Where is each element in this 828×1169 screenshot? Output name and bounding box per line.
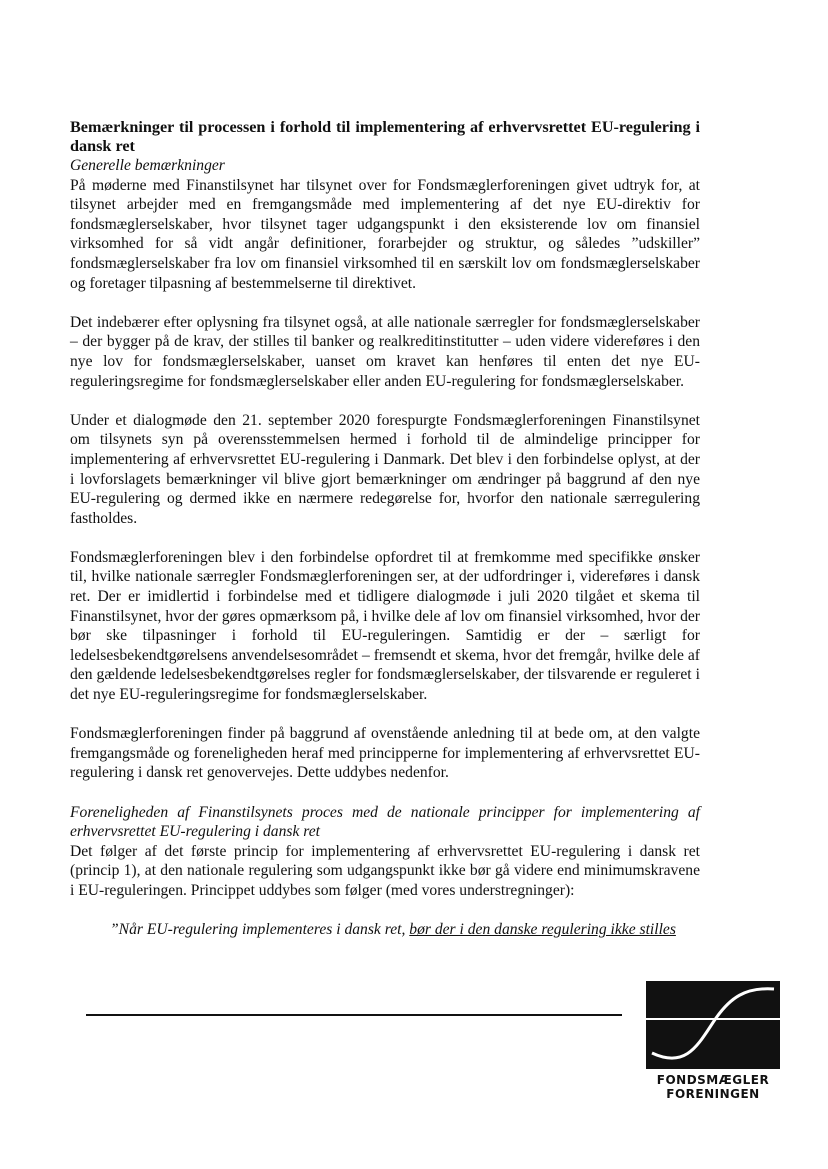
section-heading-compatibility: Foreneligheden af Finanstilsynets proces med de nationale principper for implementering af erhvervsrettet EU-regulering i dansk ret bbox=[70, 803, 700, 841]
quote bbox=[110, 920, 700, 940]
document-body bbox=[70, 118, 700, 940]
paragraph: Fondsmæglerforeningen blev i den forbindelse opfordret til at fremkomme med specifikke ønsker til, hvilke nationale særregler Fondsmæglerforeningen ser, at der udfordringer i, videreføres i dansk ret. Der er imidlertid i forbindelse med et tidligere dialogmøde i juli 2020 tilgået et skema til Finanstilsynet, hvor der gøres opmærksom på, i hvilke dele af lov om finansiel virksomhed, hvor der bør ske tilpasninger i forhold til EU-reguleringen. Samtidig er der – særligt for ledelsesbekendtgørelsens anvendelsesområdet – fremsendt et skema, hvor det fremgår, hvilke dele af den gældende ledelsesbekendtgørelses regler for fondsmæglerselskaber, der tilsvarende er reguleret i det nye EU-reguleringsregime for fondsmæglerselskaber. bbox=[70, 548, 700, 704]
logo-swoosh-icon bbox=[646, 981, 780, 1069]
quote-text: ”Når EU-regulering implementeres i dansk ret, bbox=[110, 921, 410, 939]
quote-underlined-text: bør der i den danske regulering ikke stilles bbox=[409, 921, 676, 939]
paragraph: Under et dialogmøde den 21. september 2020 forespurgte Fondsmæglerforeningen Finanstilsynet om tilsynets syn på overensstemmelsen hermed i forhold til de almindelige principper for implementering af erhvervsrettet EU-regulering i Danmark. Det blev i den forbindelse oplyst, at der i lovforslagets bemærkninger vil blive gjort bemærkninger om ændringer på baggrund af den nye EU-regulering og dermed ikke en nærmere redegørelse for, hvorfor den nationale særregulering fastholdes. bbox=[70, 411, 700, 527]
paragraph: Fondsmæglerforeningen finder på baggrund af ovenstående anledning til at bede om, at den valgte fremgangsmåde og foreneligheden heraf med principperne for implementering af erhvervsrettet EU-regulering i dansk ret genovervejes. Dette uddybes nedenfor. bbox=[70, 725, 700, 782]
document-title: Bemærkninger til processen i forhold til implementering af erhvervsrettet EU-regulering i dansk ret bbox=[70, 118, 700, 155]
fondsmaegler-logo bbox=[646, 981, 780, 1101]
footer-divider bbox=[86, 1014, 622, 1016]
logo-text-line2: FORENINGEN bbox=[666, 1087, 760, 1101]
paragraph: Det indebærer efter oplysning fra tilsynet også, at alle nationale særregler for fondsmæglerselskaber – der bygger på de krav, der stilles til banker og realkreditinstitutter – uden videre videreføres i den nye lov for fondsmæglerselskaber, uanset om kravet kan henføres til enten det nye EU-reguleringsregime for fondsmæglerselskaber eller anden EU-regulering for fondsmæglerselskaber. bbox=[70, 313, 700, 390]
paragraph: På møderne med Finanstilsynet har tilsynet over for Fondsmæglerforeningen givet udtryk for, at tilsynet arbejder med en fremgangsmåde med implementering af det nye EU-direktiv for fondsmæglerselskaber, hvor tilsynet tager udgangspunkt i den eksisterende lov om finansiel virksomhed for så vidt angår definitioner, forarbejder og struktur, og således ”udskiller” fondsmæglerselskaber fra lov om finansiel virksomhed til en særskilt lov om fondsmæglerselskaber og foretager tilpasning af bestemmelserne til direktivet. bbox=[70, 176, 700, 292]
section-heading-general: Generelle bemærkninger bbox=[70, 157, 225, 174]
paragraph: Det følger af det første princip for implementering af erhvervsrettet EU-regulering i dansk ret (princip 1), at den nationale regulering som udgangspunkt ikke bør gå videre end minimumskravene i EU-reguleringen. Princippet uddybes som følger (med vores understregninger): bbox=[70, 842, 700, 899]
logo-text-line1: FONDSMÆGLER bbox=[656, 1073, 770, 1087]
